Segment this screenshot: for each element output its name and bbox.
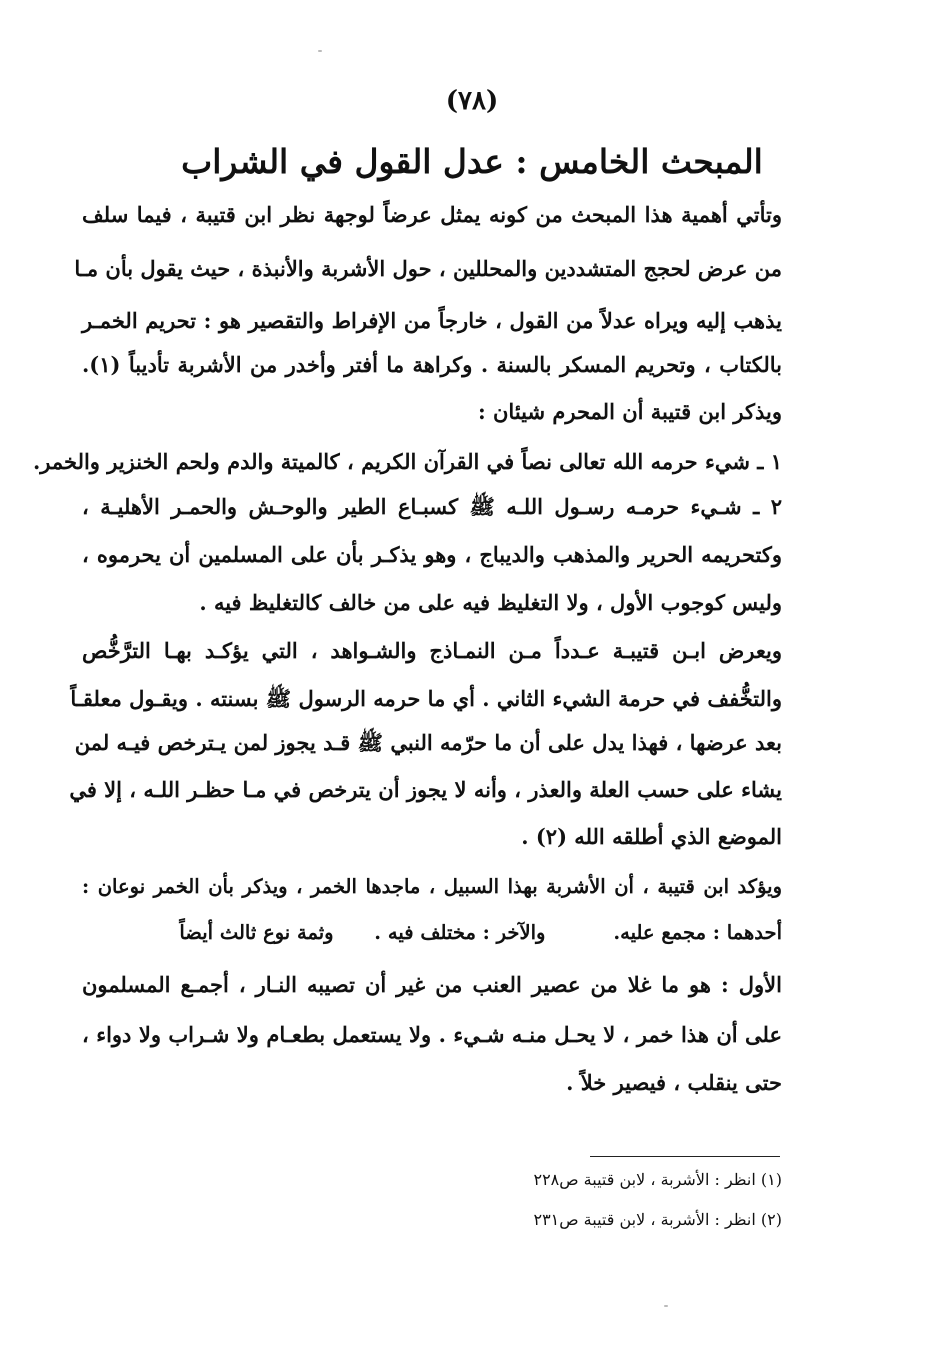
text-line: وتأتي أهمية هذا المبحث من كونه يمثل عرضاً لوجهة نظر ابن قتيبة ، فيما سلف [82,202,782,227]
text-line: الموضع الذي أطلقه الله (٢) . [521,824,782,849]
text-line: على أن هذا خمر ، لا يحـل منـه شـيء . ولا يستعمل بطعـام ولا شـراب ولا دواء ، [82,1022,782,1047]
footnote: (٢) انظر : الأشربة ، لابن قتيبة ص٢٣١ [533,1210,782,1229]
text-line: الأول : هو ما غلا من عصير العنب من غير أن تصيبه النـار ، أجمـع المسلمون [82,972,782,997]
text-line: ١ ـ شيء حرمه الله تعالى نصاً في القرآن الكريم ، كالميتة والدم ولحم الخنزير والخمر. [32,449,782,474]
page-number: (٧٨) [445,86,499,116]
text-line: وكتحريمه الحرير والمذهب والديباج ، وهو يذكـر بأن على المسلمين أن يحرموه ، [82,542,782,567]
text-line: أحدهما : مجمع عليه. والآخر : مختلف فيه . وثمة نوع ثالث أيضاً [179,921,782,944]
section-heading: المبحث الخامس : عدل القول في الشراب [181,142,763,181]
text-line: ويعرض ابـن قتيبـة عـدداً مـن النمـاذج والشـواهد ، التي يؤكـد بهـا الترَّخُّص [82,638,782,663]
scan-speck [318,50,322,52]
text-line: ٢ ـ شـيء حرمـه رسـول اللـه ﷺ كسبـاع الطير والوحـش والحمـر الأهليـة ، [82,494,782,519]
text-line: بعد عرضها ، فهذا يدل على أن ما حرّمه النبي ﷺ قـد يجوز لمن يـترخص فيـه لمن [74,730,782,755]
text-line: من عرض لحجج المتشددين والمحللين ، حول الأشربة والأنبذة ، حيث يقول بأن مـا [74,256,782,281]
text-line: يشاء على حسب العلة والعذر ، وأنه لا يجوز أن يترخص في مـا حظـر اللـه ، إلا في [69,777,782,802]
text-line: ويذكر ابن قتيبة أن المحرم شيئان : [477,399,782,424]
text-line: يذهب إليه ويراه عدلاً من القول ، خارجاً من الإفراط والتقصير هو : تحريم الخمـر [82,308,782,333]
scan-speck [664,1305,668,1307]
text-line: والتخُّفف في حرمة الشيء الثاني . أي ما حرمه الرسول ﷺ بسنته . ويقـول معلقـاً [70,686,782,711]
text-line: حتى ينقلب ، فيصير خلاً . [566,1070,782,1095]
footnote-divider [590,1156,780,1157]
text-line: بالكتاب ، وتحريم المسكر بالسنة . وكراهة ما أفتر وأخدر من الأشربة تأديباً (١). [82,352,782,377]
text-line: ويؤكد ابن قتيبة ، أن الأشربة بهذا السبيل ، ماجدها الخمر ، ويذكر بأن الخمر نوعان : [82,875,782,898]
footnote: (١) انظر : الأشربة ، لابن قتيبة ص٢٢٨ [533,1170,782,1189]
text-line: وليس كوجوب الأول ، ولا التغليظ فيه على من خالف كالتغليظ فيه . [199,590,782,615]
